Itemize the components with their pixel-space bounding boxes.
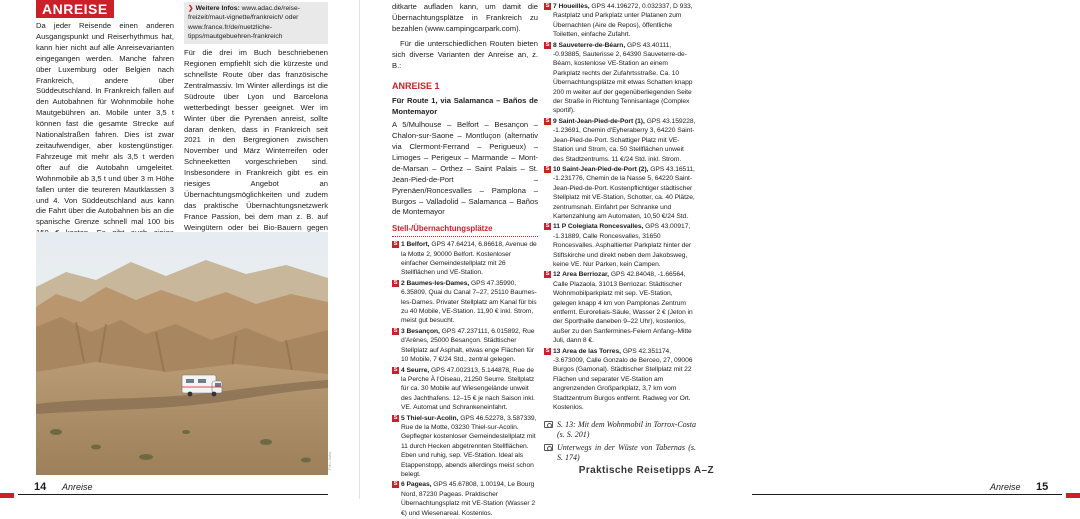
running-head: Praktische Reisetipps A–Z (578, 465, 714, 476)
entry-name: Besançon, (406, 327, 440, 335)
continued-paragraph: ditkarte aufladen kann, um damit die Übernachtungsplätze in Frankreich zu bezahlen (www.campingcarpark.com). (392, 2, 538, 33)
stellplatz-entry (544, 41, 696, 116)
camera-icon (544, 444, 553, 451)
entry-details: GPS 43.00917, -1.31889, Calle Roncesvalles, 31650 Roncesvalles. Asphaltierter Parkplatz hinter der Stiftskirche und direkt neben dem Jakobsweg, keine VE. Nur Parken, kein Campen. (553, 223, 692, 268)
info-box-links: www.adac.de/reise-freizeit/maut-vignette/frankreich/ oder www.france.fr/de/nuetzliche-tipps/mautgebuehren-frankreich (188, 5, 300, 40)
entry-number: 7 (553, 3, 557, 10)
photo-illustration (36, 232, 328, 475)
entry-name: Area de las Torres, (562, 347, 621, 355)
running-title-left: Anreise (62, 482, 93, 492)
stellplatz-entry (544, 270, 696, 345)
info-box (184, 2, 328, 44)
entry-number: 6 (401, 481, 405, 489)
stellplatz-entry (544, 222, 696, 269)
stellplatz-list-1 (392, 240, 538, 518)
entry-name: Houeillès, (558, 3, 590, 10)
stellplatz-list-2 (544, 2, 696, 412)
left-page (0, 0, 360, 499)
intro-paragraph: Da jeder Reisende einen anderen Ausgangspunkt und Reiserhythmus hat, kann hier nicht auf alle Anreisevarianten eingegangen werden. Manche fahren über Luxemburg oder Belgien nach Frankreich, andere über Süddeutschland. In Frankreich fallen auf den Autobahnen für Wohnmobile hohe Mautgebühren an. Mobile unter 3,5 t können fast die gesamte Strecke auf Nationalstraßen fahren. Dies ist zwar zeitaufwendiger, aber kostengünstiger. Fahrzeuge mit mehr als 3,5 t werden öfter auf die Autobahn umgeleitet. Wohnmobile ab 3,5 t und über 3 m Höhe fallen unter die teureren Mautklassen 3 und 4. Von Süddeutschland aus kann die Fahrt über die Autobahnen bis an die spanische Grenze schnell mal 100 bis (36, 21, 174, 227)
entry-details: GPS 47.35990, 6.35809, Quai du Canal 7–27, 25110 Baumes-les-Dames. Privater Stellplatz am Kanal für bis zu 40 Mobile, VE-Station. 11,90 € inkl. Strom, meist gut besucht. (401, 279, 537, 325)
variants-paragraph: Für die unterschiedlichen Routen bieten sich diverse Varianten der Anreise an, z. B.: (392, 38, 538, 70)
stellplatz-icon: S (393, 279, 398, 286)
entry-details: GPS 43.159228, -1.23691, Chemin d'Eyheraberry 3, 64220 Saint-Jean-Pied-de-Port. Schattiger Platz mit VE-Station und Strom, ca. 50 Stellflächen unweit des Stadtzentrums. 11 €/24 Std. inkl. Strom. (553, 117, 696, 163)
page-number-right: 15 (1036, 481, 1049, 493)
routes-paragraph: Für die drei im Buch beschriebenen Regionen empfiehlt sich die kürzeste und schnellste Route über das französische Zentralmassiv. Im Winter allerdings ist die Südroute über Lyon und Barcelona wetterbedingt besser geeignet. Wer im Winter über die Pyrenäen anreist, sollte daran denken, dass in Frankreich seit 2021 in den Bergregionen zwischen November und März Winterreifen oder Schneeketten vorgeschrieben sind. Insbesondere in Frankreich gibt es ein riesiges Angebot an Übernachtungsmöglichkeiten und zudem das praktische Übernachtungsnetzwerk France Passion, bei dem man z. B. auf Weingütern oder bei Bio-Bauern gegen (184, 48, 328, 232)
entry-details: GPS 46.52278, 3.587339, Rue de la Motte, 03230 Thiel-sur-Acolin. Gepflegter kostenloser Gemeindestellplatz mit 11 durch Hecken abgetrennten Stellflächen. Eben und ruhig, sep. VE-Station. Ideal als Etappenstopp, abends allerdings meist schon belegt. (401, 414, 537, 478)
info-box-label: Weitere Infos: (195, 5, 240, 12)
entry-name: Seurre, (406, 366, 430, 374)
entry-number: 2 (401, 279, 405, 287)
desert-motorhome-photo (36, 232, 328, 475)
stellplatz-entry (392, 279, 538, 326)
stellplatz-entry (392, 366, 538, 413)
stellplatz-entry (544, 117, 696, 164)
entry-name: Area Berriozar, (562, 271, 609, 279)
entry-number: 10 (553, 165, 561, 173)
stellplatz-icon: S (393, 366, 398, 373)
entry-name: Saint-Jean-Pied-de-Port (2), (562, 165, 649, 173)
entry-number: 3 (401, 327, 405, 335)
stellplatz-icon: S (545, 223, 550, 230)
stellplatz-icon: S (393, 327, 398, 334)
entry-number: 8 (553, 41, 557, 49)
entry-name: Thiel-sur-Acolin, (406, 414, 459, 422)
section-heading-anreise: ANREISE (36, 0, 114, 18)
page-number-left: 14 (34, 481, 47, 493)
stellplatz-entry (392, 480, 538, 518)
right-column-1 (392, 2, 538, 519)
stellplaetze-heading: Stell-/Übernachtungsplätze (392, 224, 538, 237)
photo-reference-2 (544, 443, 696, 463)
stellplatz-icon: S (393, 241, 398, 248)
entry-number: 12 (553, 271, 561, 279)
motorhome-icon (182, 375, 222, 396)
stellplatz-entry (392, 414, 538, 480)
stellplatz-entry (392, 327, 538, 365)
stellplatz-icon: S (545, 347, 550, 354)
entry-details: GPS 43.16511, -1.231776, Chemin de la Nasse 5, 64220 Saint-Jean-Pied-de-Port. Kostenpflichtiger städtischer Stellplatz mit VE-Station, Schotter, ca. 40 Plätze, zentrumsnah. Einfahrt per Schranke und Kartenzahlung am Automaten, 10,50 €/24 Std. (553, 165, 695, 220)
photo-credit: Foto: Autor (328, 451, 332, 470)
footer-accent (1066, 493, 1080, 498)
stellplatz-icon: S (393, 481, 398, 488)
entry-name: Saint-Jean-Pied-de-Port (1), (558, 117, 645, 125)
entry-number: 4 (401, 366, 405, 374)
stellplatz-icon: S (545, 3, 550, 9)
footer-rule (18, 494, 328, 495)
entry-name: Sauveterre-de-Béarn, (558, 41, 626, 49)
stellplatz-icon: S (545, 117, 550, 124)
entry-name: Baumes-les-Dames, (406, 279, 470, 287)
entry-details: GPS 42.84048, -1.66564, Calle Plazaola, 31013 Berriozar. Städtischer Wohnmobilparkplatz mit sep. VE-Station, gelegen knapp 4 km von Pamplonas Zentrum entfernt. Euroreliais-Säule, Wasser 2 € (Jeton in der Sporthalle daneben 9–22 Uhr), kostenlos, außer zu den Sanfermines-Feiern Anfang–Mitte Juli, dann 8 €. (553, 271, 693, 345)
right-page (360, 0, 1049, 517)
arrow-icon: ❯ (188, 5, 194, 12)
entry-details: GPS 43.40111, -0.93885, Sauterisse 2, 64390 Sauveterre-de-Béarn, kostenlose VE-Station an einem Parkplatz rechts der Zufahrtsstraße. Ca. 10 Übernachtungsplätze mit etwas Schatten knapp 200 m weiter auf der gegenüberliegenden Seite der Straße in Richtung Tennisanlage (Complex sportif). (553, 41, 693, 115)
entry-name: Pageas, (406, 481, 432, 489)
entry-name: P Colegiata Roncesvalles, (561, 223, 644, 231)
entry-details: GPS 44.196272, 0.032337, D 933, Rastplatz und Parkplatz unter Platanen zum Übernachten (Aire de Repos), öffentliche Toiletten, einfache Zufahrt. (553, 3, 693, 39)
photo-reference-1 (544, 420, 696, 440)
left-footer (0, 479, 360, 499)
right-column-2 (544, 2, 696, 463)
entry-details: GPS 47.64214, 6.86618, Avenue de la Motte 2, 90000 Belfort. Kostenloser einfacher Gemeindestellplatz mit 26 Stellflächen und VE-Station. (401, 241, 537, 277)
entry-number: 9 (553, 117, 557, 125)
right-footer (720, 479, 1080, 499)
entry-number: 13 (553, 347, 561, 355)
stellplatz-entry (392, 240, 538, 278)
running-title-right: Anreise (990, 482, 1021, 492)
stellplatz-icon: S (545, 41, 550, 48)
stellplatz-entry (544, 347, 696, 413)
footer-accent (0, 493, 14, 498)
anreise-1-heading: ANREISE 1 (392, 81, 440, 92)
entry-details: GPS 42.351174, -3.673009, Calle Gonzalo de Berceo, 27, 09006 Burgos (Gamonal). Städtischer Stellplatz mit 22 Flächen und separater VE-Station am angrenzenden Großparkplatz, 3,7 km vom Stadtzentrum Burgos entfernt. Radweg vor Ort. Kostenlos. (553, 347, 693, 412)
entry-details: GPS 47.237111, 6.015892, Rue d'Arènes, 25000 Besançon. Städtischer Stellplatz auf Asphalt, etwas enge Flächen für 10 Mobile, 7 €/24 Std., zentral gelegen. (401, 327, 535, 364)
stellplatz-entry (544, 2, 696, 40)
stellplatz-icon: S (545, 165, 550, 172)
entry-details: GPS 47.002313, 5.144878, Rue de la Perche À l'Oiseau, 21250 Seurre. Stellplatz für ca. 30 Mobile auf Wiesengelände unweit des Jachthafens. 12–15 € je nach Saison inkl. VE. Automat und Schrankeneinfahrt. (401, 366, 535, 412)
stellplatz-icon: S (545, 271, 550, 278)
stellplatz-icon: S (393, 414, 398, 421)
entry-number: 1 (401, 241, 405, 249)
camera-icon (544, 421, 553, 428)
entry-number: 5 (401, 414, 405, 422)
footer-rule (752, 494, 1062, 495)
route-description: A 5/Mulhouse – Belfort – Besançon – Chalon-sur-Saone – Montluçon (alternativ via Clermont-Ferrand – Perigueux) – Limoges – Perigeux – Marmande – Mont-de-Marsan – Orthez – Saint Palais – St. Jean-Pied-de-Port – Pyrenäen/Roncesvalles – Pamplona – Burgos – Valladolid – Salamanca – Baños de Montemayor (392, 120, 538, 217)
route-heading: Für Route 1, via Salamanca – Baños de Montemayor (392, 96, 538, 117)
entry-name: Belfort, (406, 241, 430, 249)
entry-details: GPS 45.67808, 1.00194, Le Bourg Nord, 87230 Pageas. Praktischer Übernachtungsplatz mit VE-Station (Wasser 2 €) und Wiesenareal. Kostenlos. (401, 481, 536, 517)
entry-number: 11 (553, 223, 560, 231)
stellplatz-entry (544, 165, 696, 221)
photo-reference-text: Unterwegs in der Wüste von Tabernas (s. S. 174) (557, 443, 696, 463)
photo-reference-text: S. 13: Mit dem Wohnmobil in Torrox-Costa (s. S. 201) (557, 420, 696, 440)
